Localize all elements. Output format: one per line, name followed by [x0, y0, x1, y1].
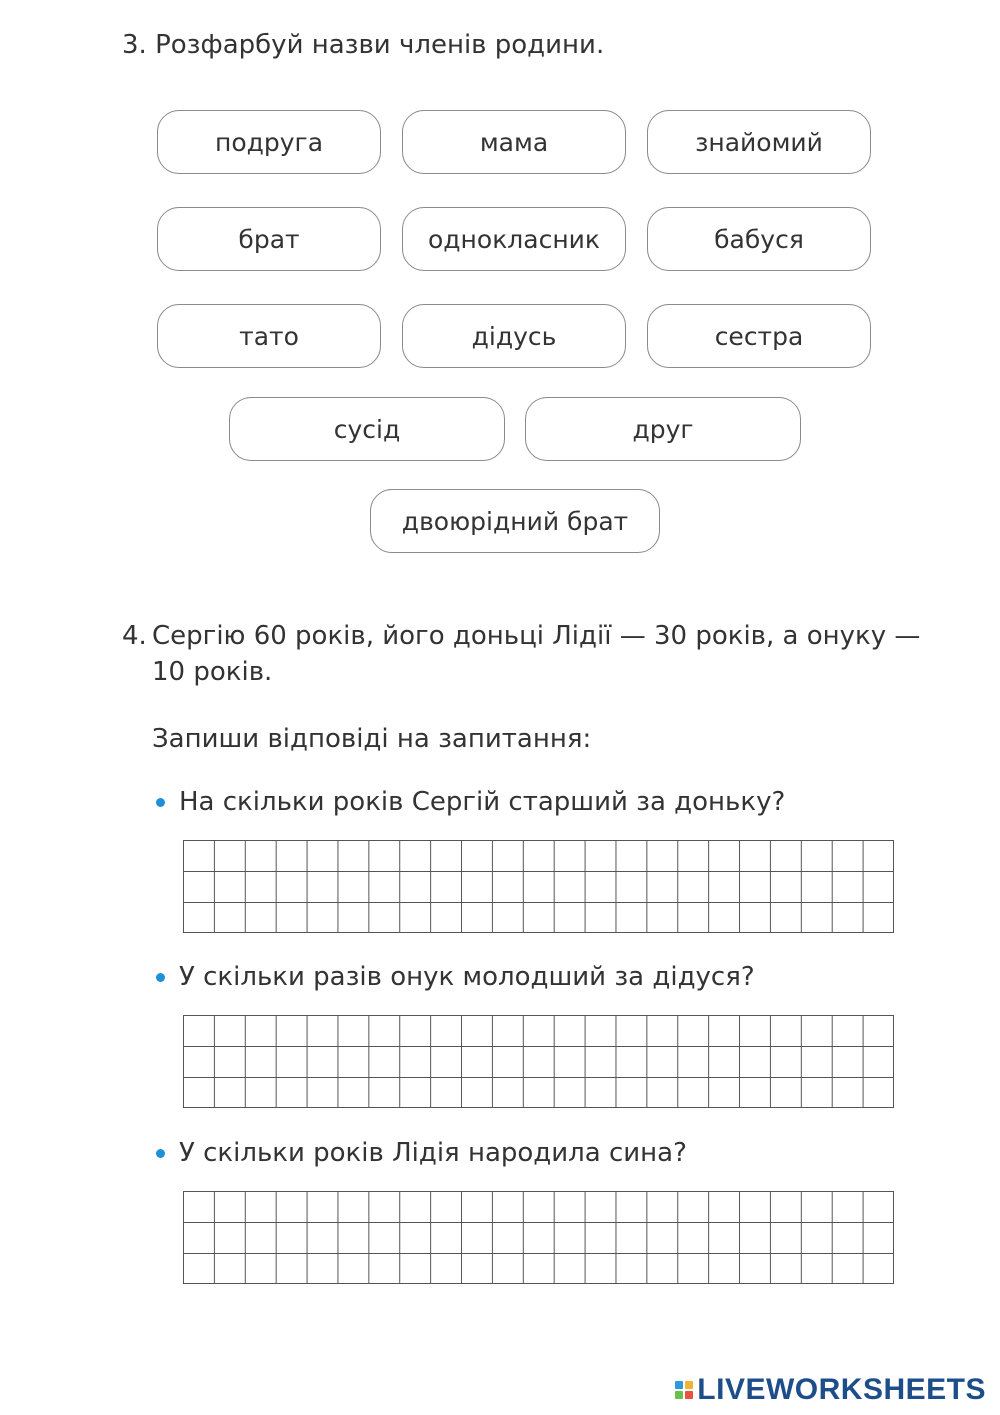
answer-grid-2[interactable]	[183, 1015, 894, 1108]
answer-grid-1[interactable]	[183, 840, 894, 933]
task4-text-line2: 10 років.	[152, 657, 273, 687]
word-pill-znaiomyi[interactable]: знайомий	[647, 110, 871, 174]
bullet-icon	[156, 798, 165, 807]
word-pill-dvoiuridnyi-brat[interactable]: двоюрідний брат	[370, 489, 660, 553]
logo-text: LIVEWORKSHEETS	[697, 1373, 986, 1406]
word-pill-brat[interactable]: брат	[157, 207, 381, 271]
question-1	[156, 785, 785, 819]
task4-number: 4.	[122, 621, 147, 651]
word-pill-sestra[interactable]: сестра	[647, 304, 871, 368]
word-pill-mama[interactable]: мама	[402, 110, 626, 174]
task3-title: 3. Розфарбуй назви членів родини.	[122, 30, 605, 60]
task4-statement	[122, 618, 922, 690]
bullet-icon	[156, 1149, 165, 1158]
word-pill-druh[interactable]: друг	[525, 397, 801, 461]
question-1-text: На скільки років Сергій старший за доньку?	[179, 787, 786, 817]
word-pill-podruha[interactable]: подруга	[157, 110, 381, 174]
question-2-text: У скільки разів онук молодший за дідуся?	[179, 962, 755, 992]
liveworksheets-logo	[675, 1373, 986, 1407]
question-3-text: У скільки років Лідія народила сина?	[179, 1138, 687, 1168]
bullet-icon	[156, 973, 165, 982]
question-3	[156, 1136, 687, 1170]
question-2	[156, 960, 755, 994]
answer-grid-3[interactable]	[183, 1191, 894, 1284]
word-pill-didus[interactable]: дідусь	[402, 304, 626, 368]
word-pill-odnoklasnyk[interactable]: однокласник	[402, 207, 626, 271]
task4-instruction: Запиши відповіді на запитання:	[152, 724, 592, 754]
task4-text-line1: Сергію 60 років, його доньці Лідії — 30 років, а онуку —	[152, 621, 921, 651]
word-pill-tato[interactable]: тато	[157, 304, 381, 368]
logo-squares-icon	[675, 1381, 693, 1399]
word-pill-susid[interactable]: сусід	[229, 397, 505, 461]
word-pill-babusia[interactable]: бабуся	[647, 207, 871, 271]
